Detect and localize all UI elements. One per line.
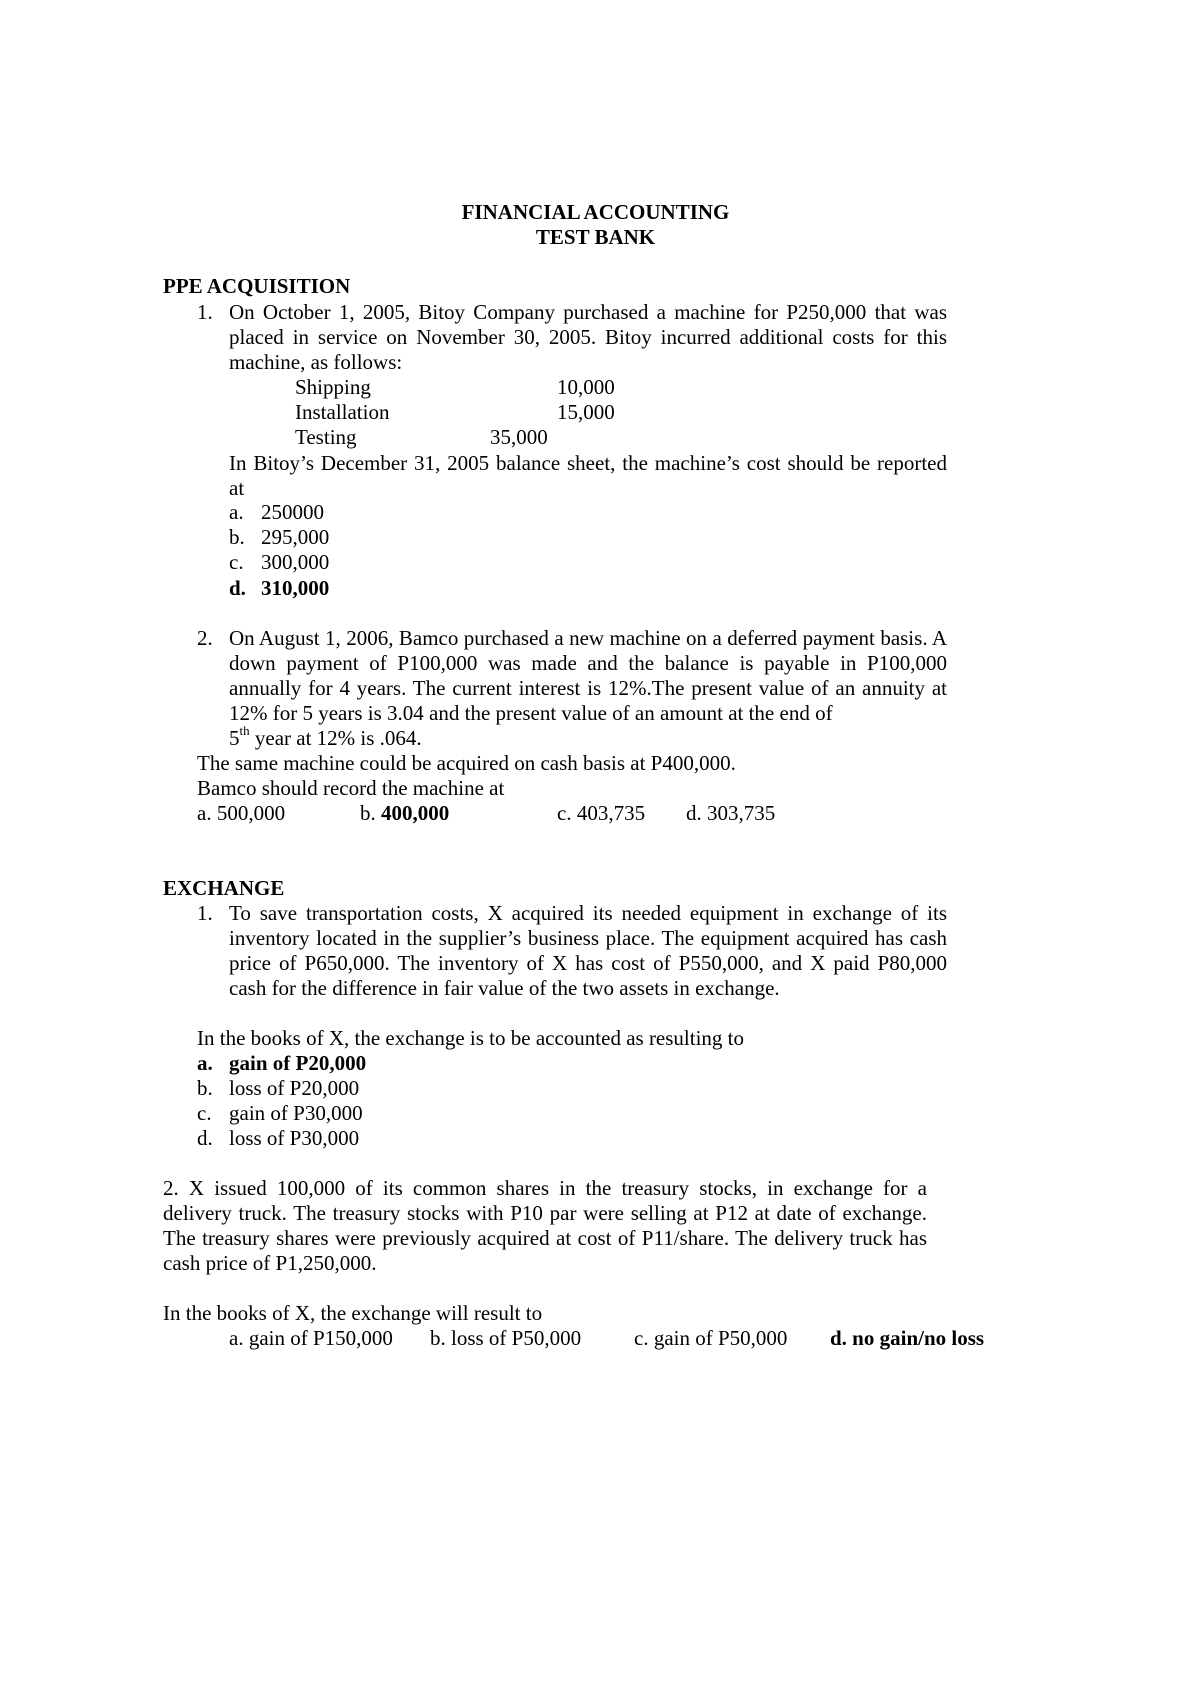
ordinal-suffix: th — [239, 723, 250, 738]
cost-label: Testing — [295, 425, 357, 449]
option-b: b. loss of P50,000 — [430, 1326, 582, 1350]
option-text: gain of P30,000 — [229, 1101, 363, 1125]
option-text: 295,000 — [261, 525, 330, 549]
question-number: 1. — [197, 300, 213, 324]
question-text-main: On August 1, 2006, Bamco purchased a new machine on a deferred payment basis. A down payment of P100,000 was made and the balance is payable in P100,000 annually for 4 years. The current interest is 12%.The present value of an annuity at 12% for 5 years is 3.04 and the present value of an amount at the end of — [229, 626, 947, 725]
section-heading-ppe: PPE ACQUISITION — [163, 274, 351, 298]
option-letter: c. — [229, 550, 244, 574]
option-a: a. gain of P150,000 — [229, 1326, 393, 1350]
option-letter: b. — [197, 1076, 213, 1100]
option-letter: b. — [229, 525, 245, 549]
cash-basis-line: The same machine could be acquired on cash basis at P400,000. — [197, 751, 736, 775]
option-c: c. gain of P50,000 — [634, 1326, 788, 1350]
question-text: On October 1, 2005, Bitoy Company purchased a machine for P250,000 that was placed in service on November 30, 2005. Bitoy incurred additional costs for this machine, as follows: — [229, 300, 947, 374]
page-title: FINANCIAL ACCOUNTING — [461, 200, 730, 224]
cost-label: Shipping — [295, 375, 371, 399]
question-prompt: In Bitoy’s December 31, 2005 balance sheet, the machine’s cost should be reported at — [229, 451, 947, 500]
option-text: loss of P20,000 — [229, 1076, 360, 1100]
ordinal-tail: year at 12% is .064. — [249, 726, 422, 750]
question-prompt: In the books of X, the exchange will result to — [163, 1301, 543, 1325]
option-text: loss of P30,000 — [229, 1126, 360, 1150]
question-text: 2. X issued 100,000 of its common shares in the treasury stocks, in exchange for a delivery truck. The treasury stocks with P10 par were selling at P12 at date of exchange. The treasury shares were previously acquired at cost of P11/share. The delivery truck has cash price of P1,250,000. — [163, 1176, 927, 1275]
option-b — [360, 801, 449, 826]
cost-label: Installation — [295, 400, 390, 424]
option-text: 250000 — [261, 500, 324, 524]
option-d-answer: d. no gain/no loss — [830, 1326, 985, 1350]
ordinal-base: 5 — [229, 726, 240, 750]
option-c: c. 403,735 — [557, 801, 646, 825]
cost-amount: 10,000 — [557, 375, 615, 399]
question-number: 1. — [197, 901, 213, 925]
option-text-answer: gain of P20,000 — [229, 1051, 367, 1075]
question-text-tail — [229, 723, 422, 751]
page-subtitle: TEST BANK — [535, 225, 656, 249]
option-letter-answer: a. — [197, 1051, 213, 1075]
option-a: a. 500,000 — [197, 801, 286, 825]
question-text: To save transportation costs, X acquired its needed equipment in exchange of its inventory located in the supplier’s business place. The equipment acquired has cash price of P650,000. The inventory of X has cost of P550,000, and X paid P80,000 cash for the difference in fair value of the two assets in exchange. — [229, 901, 947, 1000]
option-text-answer: 310,000 — [261, 576, 330, 600]
option-text: 300,000 — [261, 550, 330, 574]
cost-amount: 15,000 — [557, 400, 615, 424]
question-number: 2. — [197, 626, 213, 650]
option-b-letter: b. — [360, 801, 376, 825]
question-text — [229, 626, 947, 726]
question-prompt: In the books of X, the exchange is to be accounted as resulting to — [197, 1026, 745, 1050]
option-letter: a. — [229, 500, 244, 524]
option-b-answer: 400,000 — [381, 801, 450, 825]
cost-amount: 35,000 — [490, 425, 548, 449]
option-d: d. 303,735 — [686, 801, 776, 825]
section-heading-exchange: EXCHANGE — [163, 876, 285, 900]
option-letter: d. — [197, 1126, 213, 1150]
option-letter: c. — [197, 1101, 212, 1125]
record-line: Bamco should record the machine at — [197, 776, 505, 800]
option-letter-answer: d. — [229, 576, 246, 600]
